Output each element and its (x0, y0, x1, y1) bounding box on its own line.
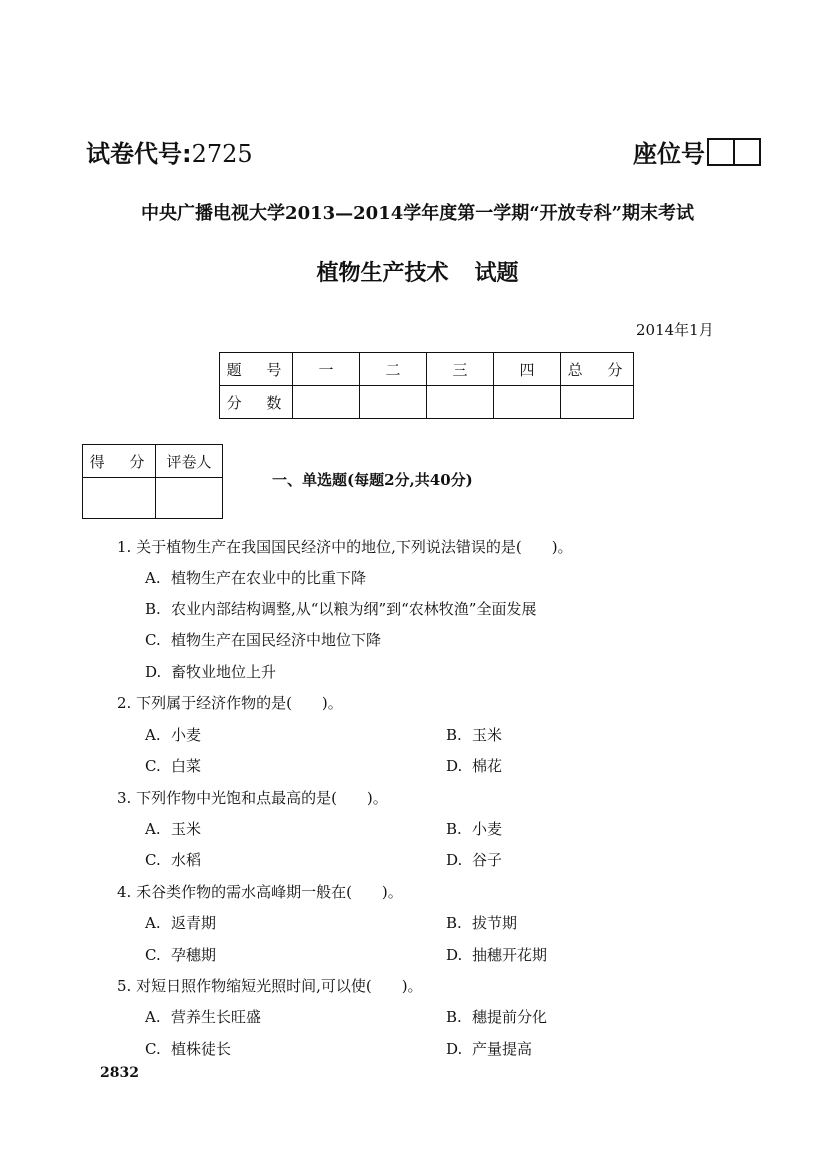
option-text: 营养生长旺盛 (171, 1008, 262, 1026)
question-option[interactable] (446, 724, 502, 745)
question-option[interactable] (446, 755, 502, 776)
option-letter: C. (145, 851, 161, 869)
seat-box[interactable] (709, 140, 733, 164)
option-text: 棉花 (472, 757, 503, 775)
paper-code-separator: : (182, 140, 192, 168)
score-table-score-row (220, 386, 634, 419)
option-letter: D. (446, 1040, 463, 1058)
option-text: 穗提前分化 (472, 1008, 548, 1026)
grader-table (82, 444, 223, 519)
question-stem: 2. 下列属于经济作物的是( )。 (117, 694, 343, 712)
question-option[interactable] (145, 1038, 231, 1059)
option-text: 产量提高 (472, 1040, 533, 1058)
option-text: 玉米 (472, 726, 503, 744)
question-option[interactable] (145, 912, 216, 933)
question-option[interactable] (145, 567, 366, 588)
paper-code (86, 134, 253, 169)
option-letter: A. (145, 820, 161, 838)
option-letter: B. (446, 1008, 462, 1026)
score-table-header-row (220, 353, 634, 386)
score-entry-cell[interactable] (494, 386, 561, 419)
score-entry-cell[interactable] (293, 386, 360, 419)
option-text: 农业内部结构调整,从“以粮为纲”到“农林牧渔”全面发展 (171, 600, 537, 618)
option-letter: D. (446, 851, 463, 869)
option-letter: D. (145, 663, 162, 681)
question-option[interactable] (145, 629, 381, 650)
question-option[interactable] (446, 1038, 532, 1059)
option-text: 植物生产在农业中的比重下降 (171, 569, 367, 587)
option-text: 抽穗开花期 (472, 946, 548, 964)
option-text: 拔节期 (472, 914, 518, 932)
section-title: 一、单选题(每题2分,共40分) (272, 471, 473, 489)
paper-code-value: 2725 (191, 140, 253, 168)
option-text: 玉米 (171, 820, 202, 838)
option-letter: C. (145, 631, 161, 649)
option-text: 水稻 (171, 851, 202, 869)
question-option[interactable] (145, 818, 201, 839)
seat-label: 座位号 (633, 140, 705, 168)
grader-table-header: 得 分 (83, 445, 156, 478)
question-stem: 3. 下列作物中光饱和点最高的是( )。 (117, 789, 388, 807)
seat-box[interactable] (733, 140, 759, 164)
option-text: 植物生产在国民经济中地位下降 (171, 631, 382, 649)
option-letter: D. (446, 757, 463, 775)
score-table-cell: 分 数 (220, 386, 293, 419)
option-letter: C. (145, 757, 161, 775)
score-table-cell: 三 (427, 353, 494, 386)
question-option[interactable] (145, 849, 201, 870)
question-option[interactable] (145, 944, 216, 965)
question-option[interactable] (446, 912, 517, 933)
exam-title (0, 256, 835, 287)
question-option[interactable] (446, 849, 502, 870)
question-option[interactable] (145, 724, 201, 745)
question-option[interactable] (446, 1006, 547, 1027)
option-text: 畜牧业地位上升 (171, 663, 277, 681)
question-option[interactable] (145, 598, 536, 619)
score-entry-cell[interactable] (360, 386, 427, 419)
option-letter: B. (446, 914, 462, 932)
seat-number-boxes[interactable] (707, 138, 761, 166)
option-letter: A. (145, 914, 161, 932)
grader-score-cell[interactable] (83, 478, 156, 519)
option-letter: D. (446, 946, 463, 964)
option-letter: A. (145, 726, 161, 744)
score-table-cell: 二 (360, 353, 427, 386)
exam-title-suffix: 试题 (474, 261, 519, 286)
question-stem: 4. 禾谷类作物的需水高峰期一般在( )。 (117, 883, 403, 901)
score-table-cell: 一 (293, 353, 360, 386)
option-text: 返青期 (171, 914, 217, 932)
score-table-cell: 题 号 (220, 353, 293, 386)
score-entry-cell[interactable] (561, 386, 634, 419)
option-letter: C. (145, 946, 161, 964)
question-option[interactable] (145, 1006, 261, 1027)
paper-code-label: 试卷代号 (86, 140, 182, 168)
question-stem: 5. 对短日照作物缩短光照时间,可以使( )。 (117, 977, 423, 995)
exam-date: 2014年1月 (636, 321, 714, 339)
grader-name-cell[interactable] (156, 478, 223, 519)
page-number: 2832 (100, 1065, 139, 1081)
option-text: 小麦 (472, 820, 503, 838)
score-table-cell: 四 (494, 353, 561, 386)
option-text: 谷子 (472, 851, 503, 869)
option-letter: B. (145, 600, 161, 618)
option-letter: B. (446, 820, 462, 838)
score-table (219, 352, 634, 419)
score-entry-cell[interactable] (427, 386, 494, 419)
question-option[interactable] (446, 944, 547, 965)
institution-line: 中央广播电视大学2013—2014学年度第一学期“开放专科”期末考试 (141, 203, 694, 224)
option-text: 白菜 (171, 757, 202, 775)
question-option[interactable] (446, 818, 502, 839)
question-stem: 1. 关于植物生产在我国国民经济中的地位,下列说法错误的是( )。 (117, 538, 573, 556)
score-table-cell: 总 分 (561, 353, 634, 386)
option-letter: A. (145, 569, 161, 587)
question-option[interactable] (145, 661, 276, 682)
option-text: 植株徒长 (171, 1040, 232, 1058)
grader-table-header: 评卷人 (156, 445, 223, 478)
option-letter: B. (446, 726, 462, 744)
option-text: 小麦 (171, 726, 202, 744)
option-text: 孕穗期 (171, 946, 217, 964)
option-letter: C. (145, 1040, 161, 1058)
exam-subject: 植物生产技术 (316, 261, 449, 286)
option-letter: A. (145, 1008, 161, 1026)
question-option[interactable] (145, 755, 201, 776)
